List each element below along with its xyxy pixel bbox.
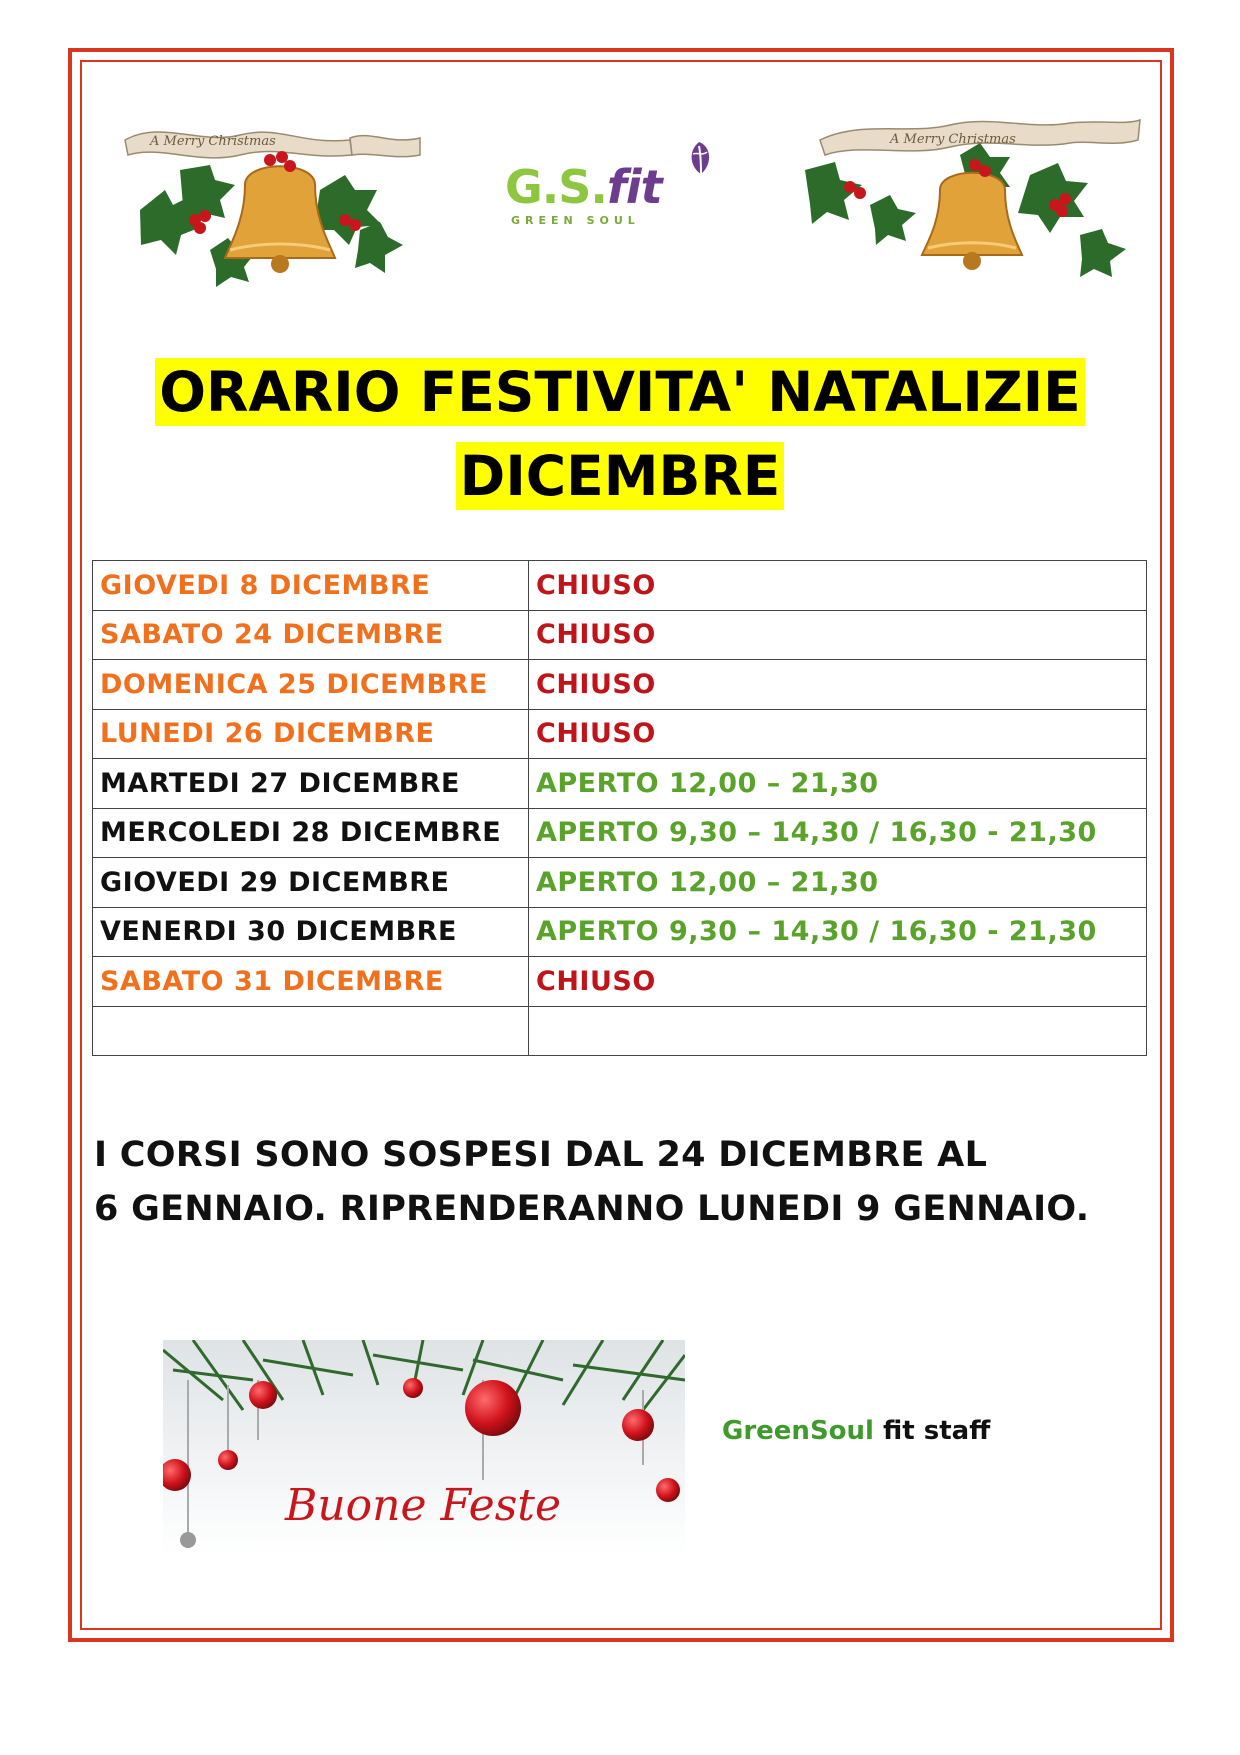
status-cell: CHIUSO bbox=[529, 957, 1147, 1007]
banner-greeting-text: Buone Feste bbox=[285, 1480, 561, 1531]
status-cell: CHIUSO bbox=[529, 561, 1147, 611]
day-cell bbox=[93, 1006, 529, 1056]
table-row bbox=[93, 808, 1147, 858]
christmas-bell-left-image bbox=[120, 100, 440, 290]
logo-subtitle: GREEN SOUL bbox=[511, 214, 640, 227]
day-cell: MARTEDI 27 DICEMBRE bbox=[93, 759, 529, 809]
buone-feste-banner-image bbox=[163, 1340, 685, 1555]
day-cell: GIOVEDI 8 DICEMBRE bbox=[93, 561, 529, 611]
status-cell: CHIUSO bbox=[529, 709, 1147, 759]
day-cell: LUNEDI 26 DICEMBRE bbox=[93, 709, 529, 759]
signature-rest: fit staff bbox=[873, 1416, 991, 1446]
logo-fit: fit bbox=[606, 160, 662, 214]
notice-line-2: 6 GENNAIO. RIPRENDERANNO LUNEDI 9 GENNAIO. bbox=[94, 1189, 1090, 1229]
gsfit-logo bbox=[505, 140, 750, 240]
day-cell: MERCOLEDI 28 DICEMBRE bbox=[93, 808, 529, 858]
title-text-2: DICEMBRE bbox=[456, 442, 785, 510]
schedule-table bbox=[92, 560, 1147, 1056]
status-cell: CHIUSO bbox=[529, 660, 1147, 710]
title-line-1 bbox=[0, 356, 1240, 428]
right-ribbon-text: A Merry Christmas bbox=[890, 132, 1016, 147]
table-row bbox=[93, 709, 1147, 759]
status-cell: APERTO 12,00 – 21,30 bbox=[529, 759, 1147, 809]
day-cell: DOMENICA 25 DICEMBRE bbox=[93, 660, 529, 710]
table-row bbox=[93, 610, 1147, 660]
table-row bbox=[93, 907, 1147, 957]
staff-signature bbox=[722, 1416, 990, 1446]
status-cell: APERTO 9,30 – 14,30 / 16,30 - 21,30 bbox=[529, 907, 1147, 957]
signature-greensoul: GreenSoul bbox=[722, 1416, 874, 1446]
title-line-2 bbox=[0, 440, 1240, 512]
status-cell: CHIUSO bbox=[529, 610, 1147, 660]
leaf-icon bbox=[683, 140, 715, 178]
table-row bbox=[93, 1006, 1147, 1056]
table-row bbox=[93, 957, 1147, 1007]
day-cell: SABATO 24 DICEMBRE bbox=[93, 610, 529, 660]
day-cell: GIOVEDI 29 DICEMBRE bbox=[93, 858, 529, 908]
logo-wordmark bbox=[505, 160, 662, 214]
christmas-bell-right-image bbox=[800, 95, 1145, 285]
status-cell: APERTO 12,00 – 21,30 bbox=[529, 858, 1147, 908]
status-cell bbox=[529, 1006, 1147, 1056]
left-ribbon-text: A Merry Christmas bbox=[150, 134, 276, 149]
logo-gs: G.S. bbox=[505, 160, 607, 214]
status-cell: APERTO 9,30 – 14,30 / 16,30 - 21,30 bbox=[529, 808, 1147, 858]
table-row bbox=[93, 858, 1147, 908]
notice-line-1: I CORSI SONO SOSPESI DAL 24 DICEMBRE AL bbox=[94, 1135, 988, 1175]
table-row bbox=[93, 660, 1147, 710]
day-cell: VENERDI 30 DICEMBRE bbox=[93, 907, 529, 957]
day-cell: SABATO 31 DICEMBRE bbox=[93, 957, 529, 1007]
title-text-1: ORARIO FESTIVITA' NATALIZIE bbox=[155, 358, 1085, 426]
courses-notice bbox=[94, 1128, 1089, 1236]
table-row bbox=[93, 561, 1147, 611]
table-row bbox=[93, 759, 1147, 809]
